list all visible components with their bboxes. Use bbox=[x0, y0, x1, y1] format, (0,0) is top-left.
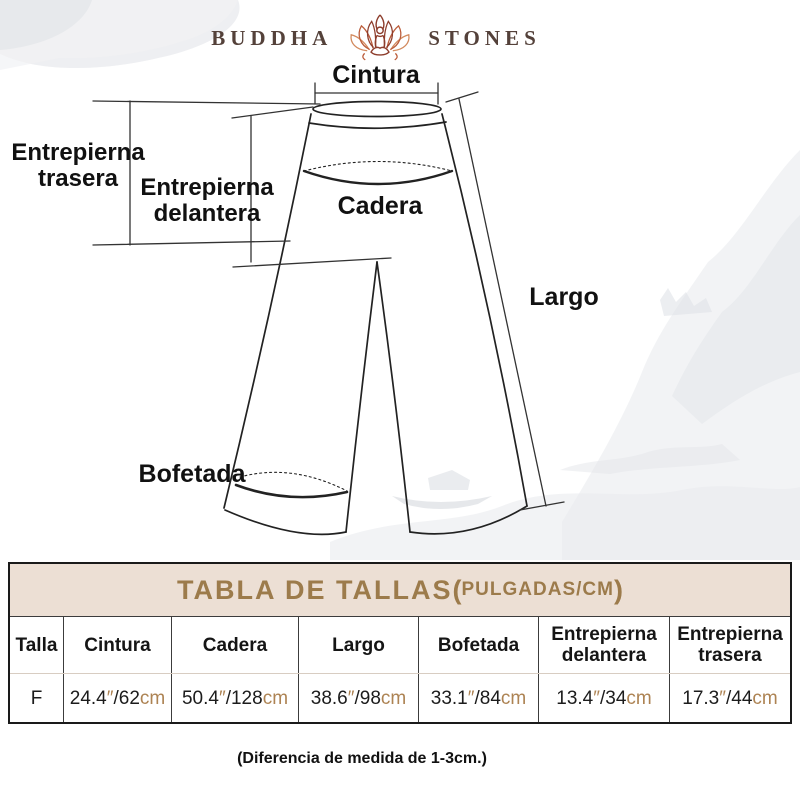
label-back-rise-line2: trasera bbox=[37, 165, 119, 192]
header-entrepierna-delantera-line1: Entrepierna bbox=[551, 624, 657, 645]
entrepierna-delantera-inches: 13.4 bbox=[556, 687, 594, 709]
brand-word-right: STONES bbox=[428, 25, 541, 50]
size-table-header-row bbox=[10, 617, 790, 674]
bofetada-cm: 84 bbox=[479, 687, 501, 709]
header-largo bbox=[299, 617, 419, 673]
header-cadera-text: Cadera bbox=[202, 634, 268, 656]
value-separator: / bbox=[354, 687, 360, 709]
cintura-cm: 62 bbox=[118, 687, 140, 709]
cell-entrepierna-delantera-value bbox=[539, 674, 670, 722]
inch-mark: ″ bbox=[218, 687, 226, 709]
cm-label: cm bbox=[262, 687, 289, 709]
cm-label: cm bbox=[139, 687, 166, 709]
label-hem: Bofetada bbox=[138, 460, 246, 488]
value-separator: / bbox=[225, 687, 231, 709]
header-largo-text: Largo bbox=[332, 634, 385, 656]
header-bofetada bbox=[419, 617, 539, 673]
cintura-inches: 24.4 bbox=[69, 687, 107, 709]
header-entrepierna-trasera-line2: trasera bbox=[698, 645, 762, 666]
header-cadera bbox=[172, 617, 299, 673]
entrepierna-trasera-inches: 17.3 bbox=[682, 687, 720, 709]
cm-label: cm bbox=[752, 687, 778, 709]
header-entrepierna-trasera-line1: Entrepierna bbox=[677, 624, 783, 645]
inch-mark: ″ bbox=[719, 687, 726, 709]
size-table bbox=[8, 562, 792, 724]
inch-mark: ″ bbox=[467, 687, 475, 709]
largo-cm: 98 bbox=[359, 687, 381, 709]
header-entrepierna-trasera bbox=[670, 617, 790, 673]
header-talla-text: Talla bbox=[15, 634, 58, 656]
cm-label: cm bbox=[380, 687, 407, 709]
tolerance-note: (Diferencia de medida de 1-3cm.) bbox=[237, 750, 487, 767]
inch-mark: ″ bbox=[347, 687, 355, 709]
bofetada-inches: 33.1 bbox=[430, 687, 468, 709]
value-separator: / bbox=[474, 687, 480, 709]
cell-cintura-value bbox=[64, 674, 172, 722]
cell-cadera-value bbox=[172, 674, 299, 722]
value-separator: / bbox=[599, 687, 606, 709]
title-paren-open: ( bbox=[452, 574, 462, 605]
header-entrepierna-delantera-line2: delantera bbox=[561, 645, 647, 666]
label-hip: Cadera bbox=[337, 192, 423, 220]
inch-mark: ″ bbox=[106, 687, 114, 709]
entrepierna-trasera-cm: 44 bbox=[731, 687, 753, 709]
size-table-data-row bbox=[10, 674, 790, 722]
size-value: F bbox=[30, 687, 43, 709]
entrepierna-delantera-cm: 34 bbox=[605, 687, 627, 709]
size-table-title-units: PULGADAS/CM bbox=[461, 579, 614, 600]
cadera-cm: 128 bbox=[230, 687, 263, 709]
size-table-title-main: TABLA DE TALLAS bbox=[177, 574, 453, 605]
label-front-rise-line2: delantera bbox=[153, 200, 261, 227]
header-cintura-text: Cintura bbox=[84, 634, 151, 656]
title-paren-close: ) bbox=[613, 574, 623, 605]
label-front-rise bbox=[129, 175, 285, 227]
header-entrepierna-delantera bbox=[539, 617, 670, 673]
header-cintura bbox=[64, 617, 172, 673]
inch-mark: ″ bbox=[593, 687, 600, 709]
cell-size bbox=[10, 674, 64, 722]
size-table-title bbox=[10, 564, 790, 617]
cell-bofetada-value bbox=[419, 674, 539, 722]
cm-label: cm bbox=[500, 687, 527, 709]
cell-entrepierna-trasera-value bbox=[670, 674, 790, 722]
brand-word-left: BUDDHA bbox=[211, 25, 333, 50]
cm-label: cm bbox=[626, 687, 652, 709]
label-back-rise-line1: Entrepierna bbox=[11, 139, 145, 166]
cell-largo-value bbox=[299, 674, 419, 722]
label-front-rise-line1: Entrepierna bbox=[140, 174, 274, 201]
header-talla bbox=[10, 617, 64, 673]
largo-inches: 38.6 bbox=[310, 687, 348, 709]
value-separator: / bbox=[113, 687, 119, 709]
label-length: Largo bbox=[529, 283, 599, 311]
value-separator: / bbox=[725, 687, 732, 709]
header-bofetada-text: Bofetada bbox=[437, 634, 520, 656]
cadera-inches: 50.4 bbox=[181, 687, 219, 709]
label-waist: Cintura bbox=[332, 61, 420, 89]
